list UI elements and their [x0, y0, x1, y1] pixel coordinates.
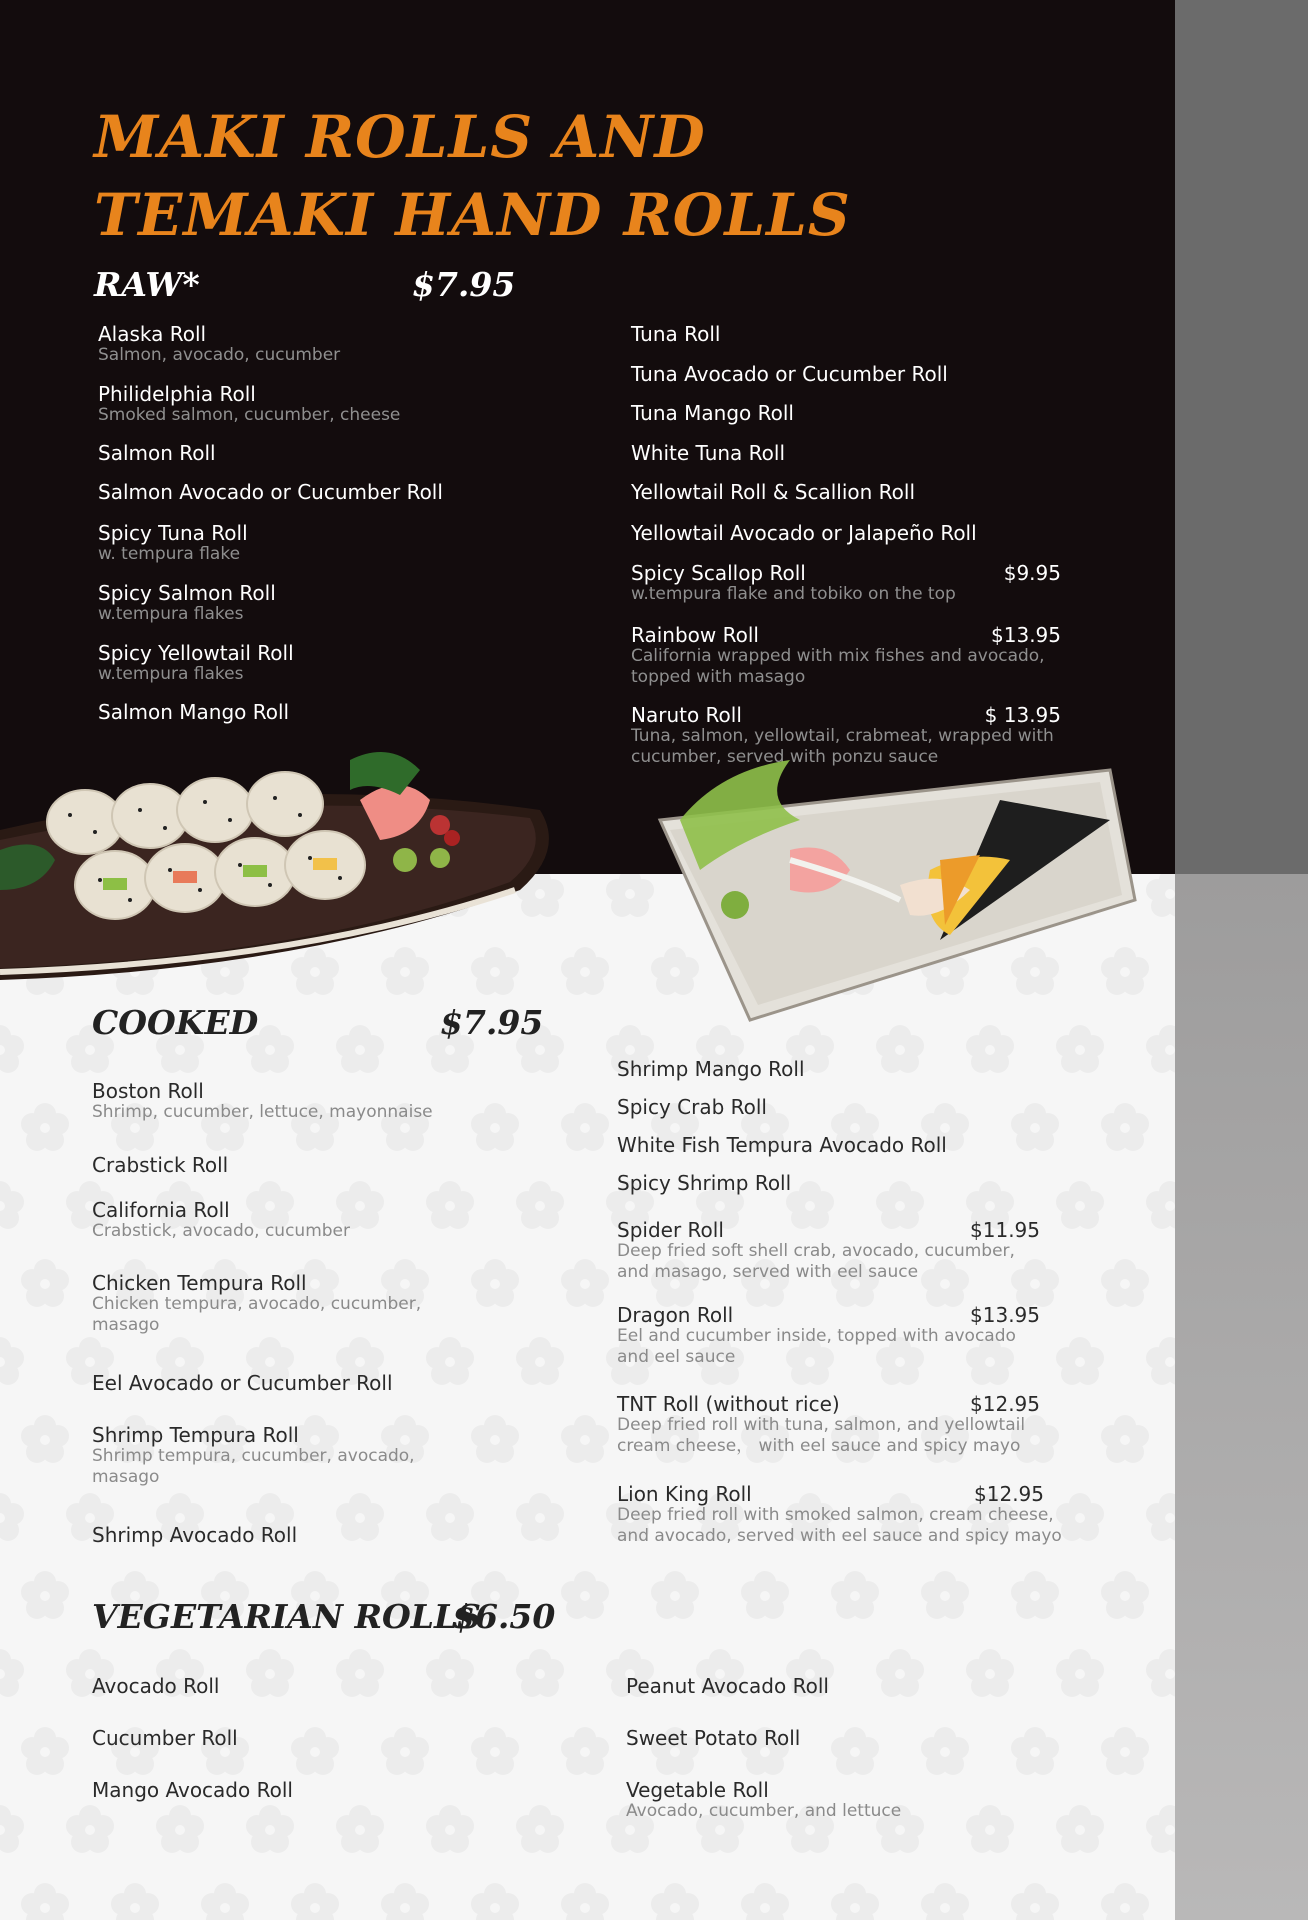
item-name: Yellowtail Avocado or Jalapeño Roll [631, 521, 977, 545]
menu-item [92, 1424, 452, 1488]
menu-item [631, 442, 785, 464]
item-name: Sweet Potato Roll [626, 1726, 801, 1750]
menu-item [617, 1096, 767, 1118]
menu-item [626, 1675, 829, 1697]
item-name: Spicy Salmon Roll [98, 581, 276, 605]
item-description: Chicken tempura, avocado, cucumber, masago [92, 1294, 422, 1335]
menu-title-line-2: TEMAKI HAND ROLLS [94, 181, 851, 249]
item-price: $12.95 [970, 1392, 1040, 1416]
menu-item [92, 1372, 393, 1394]
raw-section-price: $7.95 [412, 265, 516, 304]
menu-item [631, 562, 1061, 605]
item-description: Avocado, cucumber, and lettuce [626, 1801, 902, 1821]
menu-item [631, 522, 977, 544]
menu-item [98, 323, 340, 366]
menu-item [98, 383, 400, 426]
item-description: Deep fried soft shell crab, avocado, cucumber, and masago, served with eel sauce [617, 1241, 1015, 1282]
item-name: Crabstick Roll [92, 1153, 229, 1177]
item-name: Salmon Roll [98, 441, 216, 465]
raw-section-heading: RAW* [94, 265, 200, 304]
item-name: Tuna Roll [631, 322, 721, 346]
menu-item [631, 624, 1061, 688]
menu-item [92, 1154, 228, 1176]
menu-item [92, 1199, 350, 1242]
item-name: Spicy Yellowtail Roll [98, 641, 294, 665]
menu-item [617, 1058, 805, 1080]
item-description: w. tempura flake [98, 544, 241, 564]
item-name: Naruto Roll [631, 703, 742, 727]
sushi-rolls-plate-image [0, 740, 560, 980]
menu-item [617, 1134, 947, 1156]
menu-item [92, 1524, 297, 1546]
menu-item [98, 442, 216, 464]
menu-item [98, 481, 443, 503]
vegetarian-section-price: $6.50 [452, 1597, 556, 1636]
item-description: Salmon, avocado, cucumber [98, 345, 341, 365]
item-description: Shrimp tempura, cucumber, avocado, masago [92, 1446, 415, 1487]
item-name: Avocado Roll [92, 1674, 220, 1698]
item-price: $11.95 [970, 1218, 1040, 1242]
menu-item [98, 701, 289, 723]
item-name: Spicy Scallop Roll [631, 561, 806, 585]
item-description: Deep fried roll with smoked salmon, cream cheese, and avocado, served with eel sauce and spicy mayo [617, 1505, 1062, 1546]
item-name: Alaska Roll [98, 322, 207, 346]
item-price: $ 13.95 [984, 703, 1061, 727]
item-price: $12.95 [974, 1482, 1044, 1506]
temaki-hand-roll-image [640, 760, 1140, 1030]
item-name: Shrimp Avocado Roll [92, 1523, 298, 1547]
item-name: Salmon Mango Roll [98, 700, 290, 724]
menu-item [631, 704, 1061, 768]
item-description: California wrapped with mix fishes and avocado, topped with masago [631, 646, 1045, 687]
item-name: Salmon Avocado or Cucumber Roll [98, 480, 443, 504]
menu-item [626, 1727, 800, 1749]
item-name: Spicy Shrimp Roll [617, 1171, 792, 1195]
right-edge-strip-lower [1175, 874, 1308, 1920]
item-name: White Tuna Roll [631, 441, 786, 465]
item-name: Tuna Mango Roll [631, 401, 794, 425]
item-description: w.tempura flakes [98, 664, 244, 684]
item-name: Spider Roll [617, 1218, 724, 1242]
item-description: Tuna, salmon, yellowtail, crabmeat, wrapped with cucumber, served with ponzu sauce [631, 726, 1054, 767]
item-description: w.tempura flakes [98, 604, 244, 624]
menu-item [92, 1779, 293, 1801]
cooked-section-price: $7.95 [440, 1003, 544, 1042]
cooked-section-heading: COOKED [92, 1003, 259, 1042]
item-price: $13.95 [970, 1303, 1040, 1327]
menu-item [617, 1172, 791, 1194]
item-name: Chicken Tempura Roll [92, 1271, 307, 1295]
item-name: Shrimp Mango Roll [617, 1057, 805, 1081]
menu-item [617, 1304, 1040, 1368]
item-name: Mango Avocado Roll [92, 1778, 293, 1802]
item-description: Deep fried roll with tuna, salmon, and yellowtail cream cheese， with eel sauce and spicy mayo [617, 1415, 1026, 1456]
item-name: Spicy Crab Roll [617, 1095, 767, 1119]
item-description: Smoked salmon, cucumber, cheese [98, 405, 401, 425]
item-price: $9.95 [1003, 561, 1061, 585]
menu-title-line-1: MAKI ROLLS AND [94, 103, 706, 171]
item-name: Philidelphia Roll [98, 382, 256, 406]
menu-item [92, 1675, 219, 1697]
item-name: TNT Roll (without rice) [617, 1392, 840, 1416]
item-description: w.tempura flake and tobiko on the top [631, 584, 956, 604]
item-name: White Fish Tempura Avocado Roll [617, 1133, 947, 1157]
item-name: Eel Avocado or Cucumber Roll [92, 1371, 393, 1395]
menu-item [631, 481, 915, 503]
menu-item [626, 1779, 901, 1822]
item-name: Lion King Roll [617, 1482, 752, 1506]
menu-item [631, 402, 794, 424]
item-price: $13.95 [991, 623, 1061, 647]
menu-item [92, 1727, 238, 1749]
item-name: Vegetable Roll [626, 1778, 769, 1802]
menu-item [631, 323, 721, 345]
item-name: Tuna Avocado or Cucumber Roll [631, 362, 948, 386]
item-name: California Roll [92, 1198, 230, 1222]
item-name: Boston Roll [92, 1079, 204, 1103]
menu-item [98, 582, 276, 625]
vegetarian-section-heading: VEGETARIAN ROLLS [92, 1597, 481, 1636]
item-name: Yellowtail Roll & Scallion Roll [631, 480, 916, 504]
item-name: Peanut Avocado Roll [626, 1674, 829, 1698]
menu-item [98, 642, 294, 685]
menu-item [98, 522, 248, 565]
item-description: Crabstick, avocado, cucumber [92, 1221, 350, 1241]
menu-item [617, 1393, 1040, 1457]
item-description: Eel and cucumber inside, topped with avocado and eel sauce [617, 1326, 1016, 1367]
right-edge-strip [1175, 0, 1308, 874]
item-description: Shrimp, cucumber, lettuce, mayonnaise [92, 1102, 433, 1122]
menu-item [617, 1483, 1067, 1547]
item-name: Shrimp Tempura Roll [92, 1423, 299, 1447]
menu-item [92, 1272, 452, 1336]
menu-item [92, 1080, 433, 1123]
menu-item [617, 1219, 1040, 1283]
item-name: Dragon Roll [617, 1303, 734, 1327]
menu-item [631, 363, 948, 385]
item-name: Rainbow Roll [631, 623, 759, 647]
item-name: Cucumber Roll [92, 1726, 238, 1750]
item-name: Spicy Tuna Roll [98, 521, 248, 545]
